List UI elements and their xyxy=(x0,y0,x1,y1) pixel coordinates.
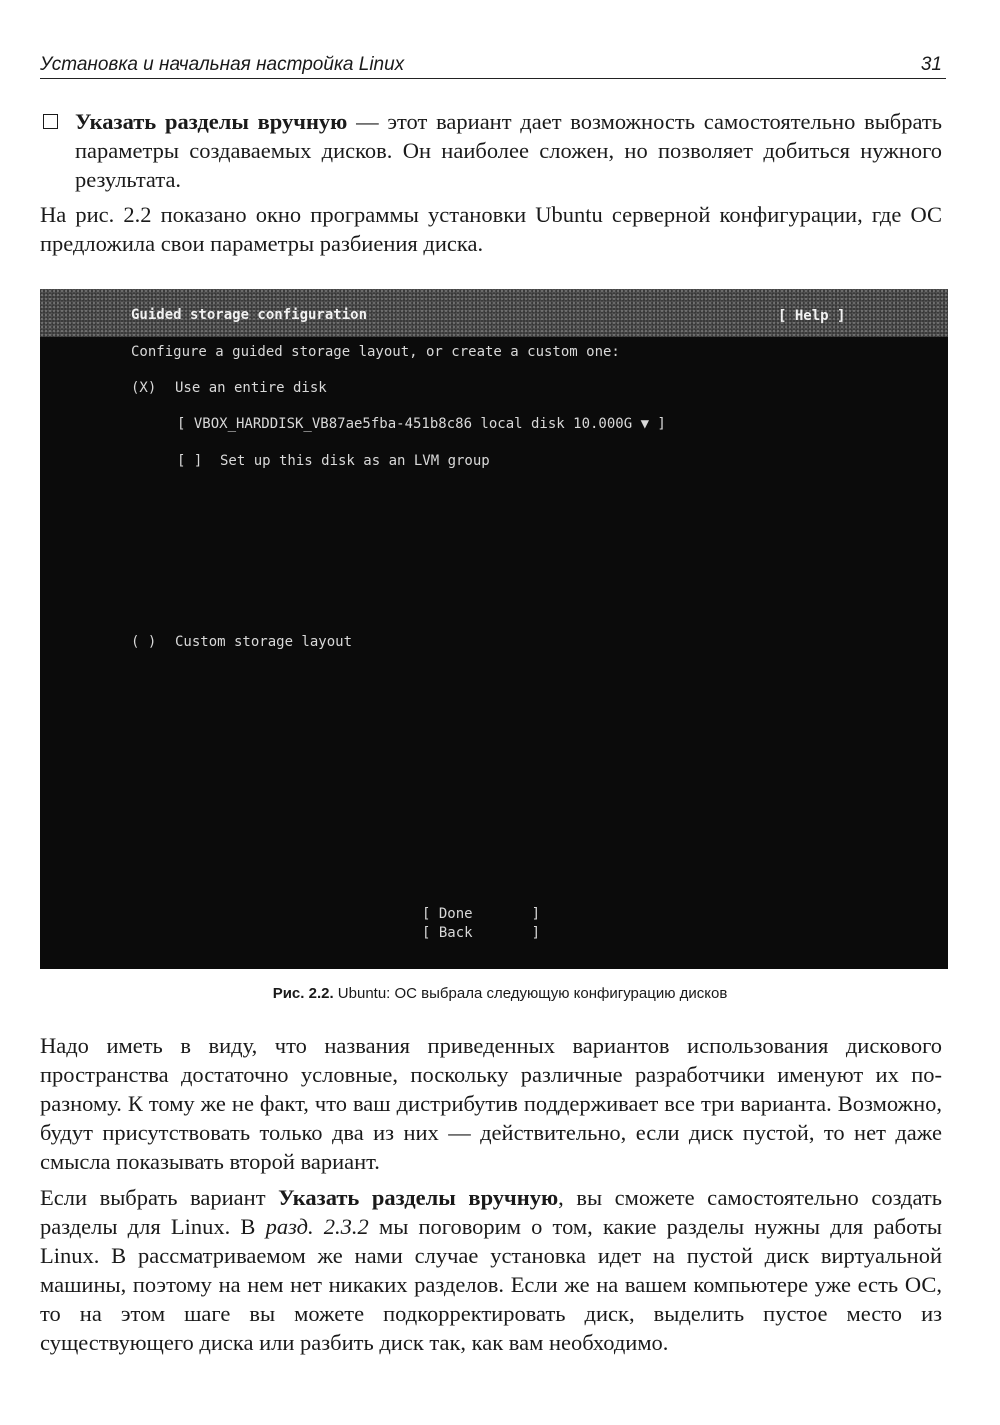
done-button[interactable]: [ Done ] xyxy=(422,906,541,922)
figure-label: Рис. 2.2. xyxy=(272,985,334,1002)
section-reference-link: разд. 2.3.2 xyxy=(265,1214,369,1239)
radio-custom-layout[interactable]: ( ) xyxy=(131,634,157,650)
radio-custom-layout-label: Custom storage layout xyxy=(175,634,353,650)
lvm-checkbox[interactable]: [ ] xyxy=(177,453,203,469)
para3-bold-term: Указать разделы вручную xyxy=(278,1185,559,1210)
paragraph-manual-partition xyxy=(40,1183,942,1357)
para3-text-1: Если выбрать вариант xyxy=(40,1185,279,1210)
bullet-description: — этот вариант дает возможность самостоятельно выбрать параметры создаваемых дисков. Он наиболее сложен, но позволяет добиться нужного результата. xyxy=(75,109,943,192)
checkbox-bullet-icon xyxy=(43,114,58,129)
page-number: 31 xyxy=(920,54,942,75)
para3-text-3: мы поговорим о том, какие разделы нужны для работы Linux. В рассматриваемом же нами случае установка идет на пустой диск виртуальной машины, поэтому на нем нет никаких разделов. Если же на вашем компьютере уже есть ОС, то на этом шаге вы можете подкорректировать диск, выделить пустое место из существующего диска или разбить диск так, как вам необходимо. xyxy=(40,1214,942,1355)
bullet-text xyxy=(75,107,942,194)
para3-text-2: , вы сможете самостоятельно создать разделы для Linux. В xyxy=(40,1185,943,1239)
installer-screenshot xyxy=(40,289,948,969)
help-button[interactable]: [ Help ] xyxy=(778,308,846,324)
lvm-checkbox-label: Set up this disk as an LVM group xyxy=(220,453,490,469)
bullet-bold-term: Указать разделы вручную xyxy=(75,109,348,134)
disk-select-dropdown[interactable]: [ VBOX_HARDDISK_VB87ae5fba-451b8c86 local disk 10.000G ▼ ] xyxy=(177,416,666,432)
installer-title: Guided storage configuration xyxy=(131,307,368,323)
paragraph-options-note: Надо иметь в виду, что названия приведенных вариантов использования дискового пространства достаточно условные, поскольку различные разработчики именуют их по-разному. К тому же не факт, что ваш дистрибутив поддерживает все три варианта. Возможно, будут присутствовать только два из них — действительно, если диск пустой, то нет даже смысла показывать второй вариант. xyxy=(40,1033,942,1174)
back-button[interactable]: [ Back ] xyxy=(422,925,541,941)
figure-caption-text: Ubuntu: ОС выбрала следующую конфигурацию дисков xyxy=(333,985,728,1002)
radio-entire-disk-label: Use an entire disk xyxy=(175,380,327,396)
paragraph-intro-figure: На рис. 2.2 показано окно программы установки Ubuntu серверной конфигурации, где ОС предложила свои параметры разбиения диска. xyxy=(40,202,942,256)
installer-subtitle: Configure a guided storage layout, or create a custom one: xyxy=(131,344,620,360)
figure-caption xyxy=(0,985,1000,1002)
radio-entire-disk[interactable]: (X) xyxy=(131,380,157,396)
running-header xyxy=(40,52,946,79)
chapter-title: Установка и начальная настройка Linux xyxy=(40,54,405,75)
bullet-item-manual-partition xyxy=(40,107,942,194)
